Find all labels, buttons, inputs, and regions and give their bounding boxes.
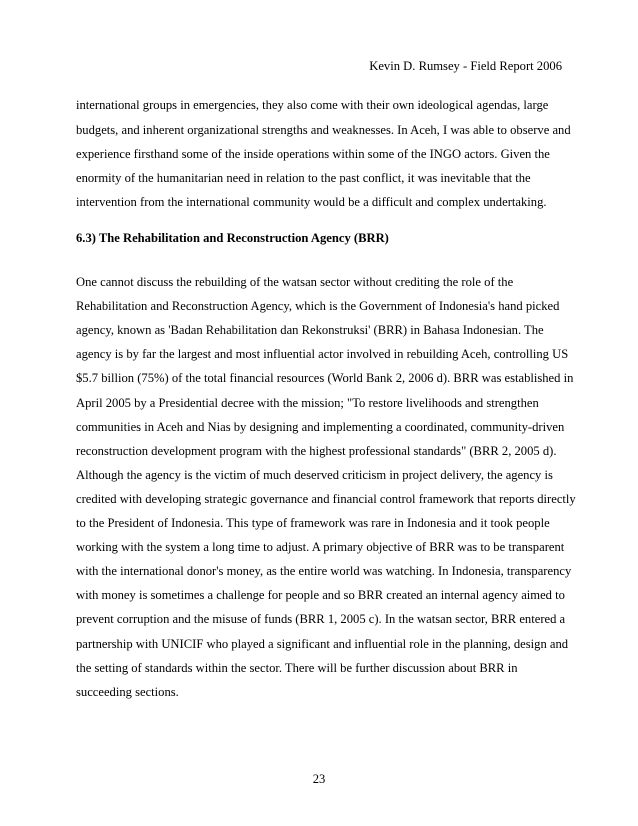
text-line: credited with developing strategic governance and financial control framework that reports directly [76, 492, 576, 506]
text-line: with the international donor's money, as the entire world was watching. In Indonesia, transparency [76, 564, 572, 578]
text-line: reconstruction development program with the highest professional standards" (BRR 2, 2005 d). [76, 444, 557, 458]
text-line: working with the system a long time to adjust. A primary objective of BRR was to be transparent [76, 540, 565, 554]
text-line: with money is sometimes a challenge for people and so BRR created an internal agency aimed to [76, 588, 565, 602]
text-line: communities in Aceh and Nias by designing and implementing a coordinated, community-driven [76, 420, 565, 434]
page-number: 23 [312, 772, 326, 786]
text-line: agency, known as 'Badan Rehabilitation dan Rekonstruksi' (BRR) in Bahasa Indonesian. The [76, 323, 544, 337]
text-line: enormity of the humanitarian need in relation to the past conflict, it was inevitable that the [76, 171, 531, 185]
text-line: $5.7 billion (75%) of the total financial resources (World Bank 2, 2006 d). BRR was established in [76, 371, 574, 385]
text-line: intervention from the international community would be a difficult and complex undertaking. [76, 195, 547, 209]
text-line: partnership with UNICIF who played a significant and influential role in the planning, design and [76, 637, 569, 651]
text-line: April 2005 by a Presidential decree with the mission; "To restore livelihoods and strengthen [76, 396, 539, 410]
text-line: succeeding sections. [76, 685, 179, 699]
text-line: One cannot discuss the rebuilding of the watsan sector without crediting the role of the [76, 275, 514, 289]
text-line: to the President of Indonesia. This type of framework was rare in Indonesia and it took people [76, 516, 550, 530]
text-line: Rehabilitation and Reconstruction Agency, which is the Government of Indonesia's hand picked [76, 299, 560, 313]
text-line: international groups in emergencies, they also come with their own ideological agendas, large [76, 98, 549, 112]
text-line: Although the agency is the victim of much deserved criticism in project delivery, the agency is [76, 468, 553, 482]
running-header: Kevin D. Rumsey - Field Report 2006 [369, 59, 562, 73]
text-line: the setting of standards within the sector. There will be further discussion about BRR in [76, 661, 518, 675]
text-line: experience firsthand some of the inside operations within some of the INGO actors. Given the [76, 147, 550, 161]
text-line: prevent corruption and the misuse of funds (BRR 1, 2005 c). In the watsan sector, BRR entered a [76, 612, 566, 626]
section-heading: 6.3) The Rehabilitation and Reconstruction Agency (BRR) [76, 231, 389, 245]
text-line: budgets, and inherent organizational strengths and weaknesses. In Aceh, I was able to observe and [76, 123, 571, 137]
text-line: agency is by far the largest and most influential actor involved in rebuilding Aceh, controlling US [76, 347, 569, 361]
